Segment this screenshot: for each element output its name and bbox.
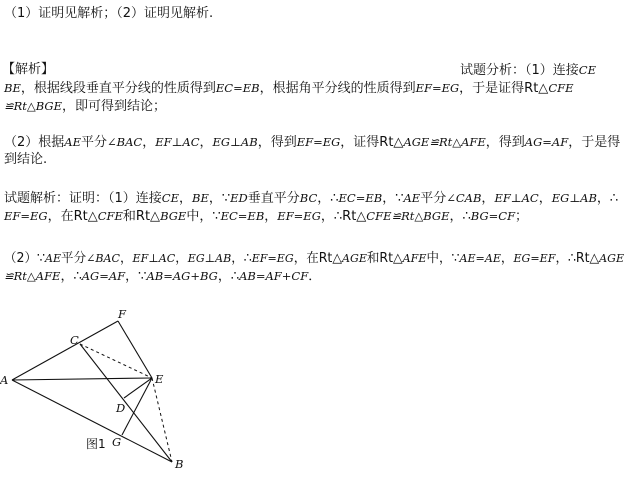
point-label-A: A [0, 373, 9, 387]
math-expression: AGE [403, 135, 430, 149]
math-expression: EG=EF [513, 251, 556, 265]
text-run: 中，∵ [186, 209, 221, 224]
text-run: 中，∵ [426, 251, 460, 266]
text-run: ，∴ [596, 191, 619, 206]
text-run: ， [481, 191, 495, 206]
text-run: ，根据角平分线的性质得到 [259, 81, 416, 96]
segment-AE [12, 378, 152, 380]
math-expression: ≌Rt△ [429, 135, 462, 149]
text-run: ，∵ [125, 269, 147, 284]
text-run: ，∴Rt△ [555, 251, 600, 266]
text-run: 平分 [80, 135, 107, 150]
math-expression: CFE [97, 209, 123, 223]
analysis-line-3 [4, 134, 620, 151]
text-run: ， [500, 251, 514, 266]
math-expression: AFE [461, 135, 486, 149]
text-run: ，即可得到结论； [62, 99, 167, 114]
text-run: ， [199, 135, 213, 150]
math-expression: AG=AF [81, 269, 126, 283]
geometry-figure [0, 300, 220, 480]
math-expression: BGE [160, 209, 187, 223]
text-run: ，得到 [485, 135, 525, 150]
solution-line-1 [4, 190, 618, 207]
math-expression: CFE [366, 209, 392, 223]
text-run: ，∵ [382, 191, 404, 206]
text-run: ， [120, 251, 133, 266]
analysis-line-4: 到结论. [4, 152, 48, 167]
math-expression: AGE [341, 251, 367, 265]
analysis-line-1 [4, 80, 574, 97]
math-expression: BE [192, 191, 209, 205]
math-expression: CE [161, 191, 179, 205]
math-expression: AGE [599, 251, 625, 265]
dashed-CE [80, 344, 152, 378]
math-expression: EF⊥AC [494, 191, 539, 205]
text-run: ，∴ [60, 269, 82, 284]
math-expression: ≌Rt△ [4, 99, 36, 113]
math-expression: ≌Rt△ [4, 269, 36, 283]
math-expression: ∠BAC [86, 251, 121, 265]
text-run: 和Rt△ [122, 209, 161, 224]
analysis-line-2 [4, 98, 166, 115]
text-run: ，在Rt△ [47, 209, 98, 224]
analysis-title: 试题分析：（1）连接CE [460, 63, 596, 78]
math-expression: AG=AF [524, 135, 569, 149]
math-expression: CFE [548, 81, 574, 95]
point-label-G: G [112, 435, 122, 449]
point-label-B: B [175, 457, 184, 471]
math-expression: EF=EG [415, 81, 460, 95]
text-run: 平分 [61, 251, 87, 266]
math-expression: EC=EB [215, 81, 260, 95]
text-run: ，根据线段垂直平分线的性质得到 [20, 81, 216, 96]
math-expression: EF=EG [4, 209, 48, 223]
math-expression: EG⊥AB [551, 191, 597, 205]
text-run: 垂直平分 [247, 191, 300, 206]
math-expression: ≌Rt△ [391, 209, 424, 223]
text-run: ，证得Rt△ [340, 135, 404, 150]
math-expression: AB=AF+CF [239, 269, 309, 283]
text-run: ，∴Rt△ [320, 209, 367, 224]
text-run: ，∴ [231, 251, 252, 266]
text-run: ，在Rt△ [293, 251, 342, 266]
math-expression: EF=EG [251, 251, 294, 265]
math-expression: BE [4, 81, 21, 95]
math-expression: AE [403, 191, 421, 205]
text-run: ． [308, 269, 322, 284]
math-expression: EF⊥AC [132, 251, 176, 265]
answer-line: （1）证明见解析；（2）证明见解析. [4, 6, 214, 21]
math-expression: AFE [35, 269, 61, 283]
point-label-D: D [116, 401, 126, 415]
math-expression: ∠BAC [107, 135, 143, 149]
math-expression: ∠CAB [446, 191, 482, 205]
math-expression: BG=CF [470, 209, 516, 223]
text-run: ， [178, 191, 192, 206]
math-expression: AB=AG+BG [146, 269, 218, 283]
math-expression: EG⊥AB [187, 251, 232, 265]
math-expression: AFE [402, 251, 427, 265]
analysis-tag: 【解析】 [2, 62, 55, 77]
text-run: （2）∵ [4, 251, 45, 266]
math-expression: BC [299, 191, 318, 205]
math-expression: AE [44, 251, 62, 265]
text-run: ， [142, 135, 156, 150]
solution-line-2 [4, 208, 528, 225]
solution-line-3 [4, 250, 624, 267]
segment-EG [122, 378, 152, 435]
math-expression: EF=EG [277, 209, 321, 223]
math-expression: BGE [423, 209, 450, 223]
math-expression: EF=EG [296, 135, 341, 149]
solution-line-4 [4, 268, 321, 285]
text-run: ，∴ [449, 209, 471, 224]
text-run: （2）根据 [4, 135, 65, 150]
text-run: ，于是得 [568, 135, 621, 150]
math-expression: ED [230, 191, 248, 205]
text-run: ，于是证得Rt△ [459, 81, 549, 96]
text-run: ，∴ [217, 269, 240, 284]
math-expression: EC=EB [338, 191, 383, 205]
math-expression: BGE [35, 99, 63, 113]
text-run: ， [175, 251, 188, 266]
math-expression: AE=AE [459, 251, 501, 265]
text-run: ， [538, 191, 552, 206]
text-run: 试题解析：证明：（1）连接 [4, 191, 162, 206]
math-expression: EG⊥AB [212, 135, 258, 149]
figure-caption: 图1 [86, 437, 106, 451]
point-label-E: E [155, 372, 164, 386]
text-run: 和Rt△ [366, 251, 403, 266]
math-expression: EF⊥AC [155, 135, 200, 149]
text-run: ； [515, 209, 529, 224]
text-run: ，∵ [208, 191, 231, 206]
text-run: ，∴ [317, 191, 339, 206]
math-expression: AE [64, 135, 81, 149]
segment-ED [124, 378, 152, 398]
text-run: ， [264, 209, 278, 224]
point-label-C: C [70, 333, 79, 347]
text-run: ，得到 [257, 135, 297, 150]
text-run: 平分 [420, 191, 447, 206]
math-expression: EC=EB [220, 209, 265, 223]
segment-AF [12, 321, 118, 380]
point-label-F: F [118, 307, 126, 321]
